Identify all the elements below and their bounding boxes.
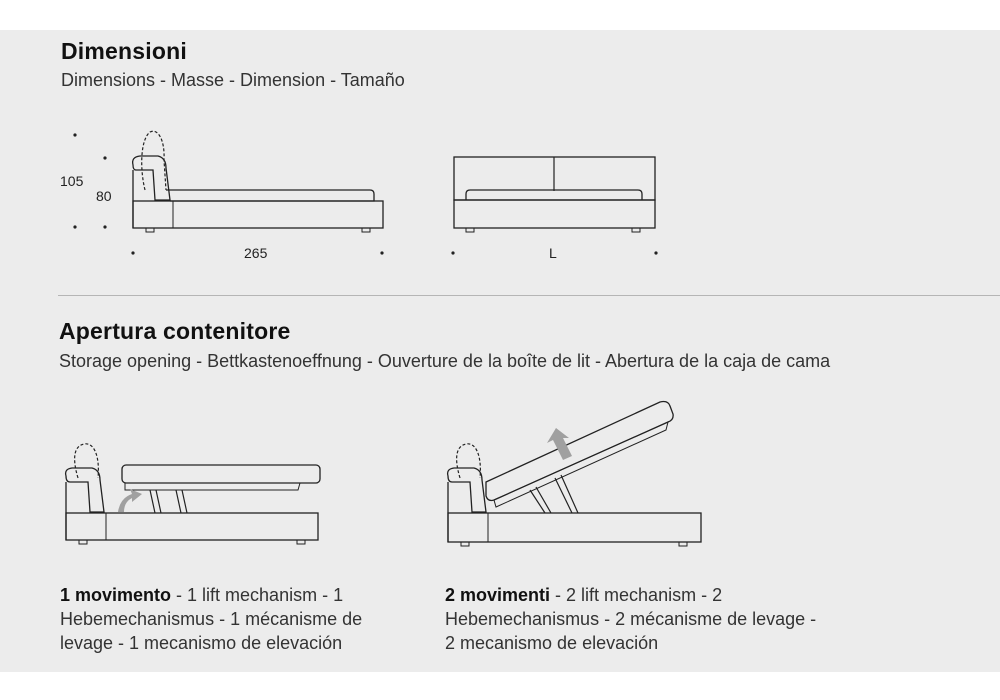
dimensions-subtitle: Dimensions - Masse - Dimension - Tamaño [61,70,405,90]
length-label: 265 [244,245,268,261]
double-lift-caption-bold: 2 movimenti [445,585,551,605]
storage-subtitle: Storage opening - Bettkastenoeffnung - Ouverture de la boîte de lit - Abertura de la caja de cama [59,351,831,371]
height-total-label: 105 [60,173,84,189]
section-divider [58,295,1000,296]
single-lift-caption [60,583,420,655]
storage-title: Apertura contenitore [59,318,291,344]
double-lift-caption-text: - 2 lift mechanism - 2 Hebemechanismus - 2 mécanisme de levage - 2 mecanismo de elevación [445,585,817,653]
single-lift-caption-bold: 1 movimento [60,585,172,605]
double-lift-caption [445,583,820,655]
single-lift-caption-text: - 1 lift mechanism - 1 Hebemechanismus - 1 mécanisme de levage - 1 mecanismo de elevación [60,585,363,653]
width-label: L [549,245,557,261]
dimensions-title: Dimensioni [61,38,187,64]
height-headboard-label: 80 [96,188,112,204]
